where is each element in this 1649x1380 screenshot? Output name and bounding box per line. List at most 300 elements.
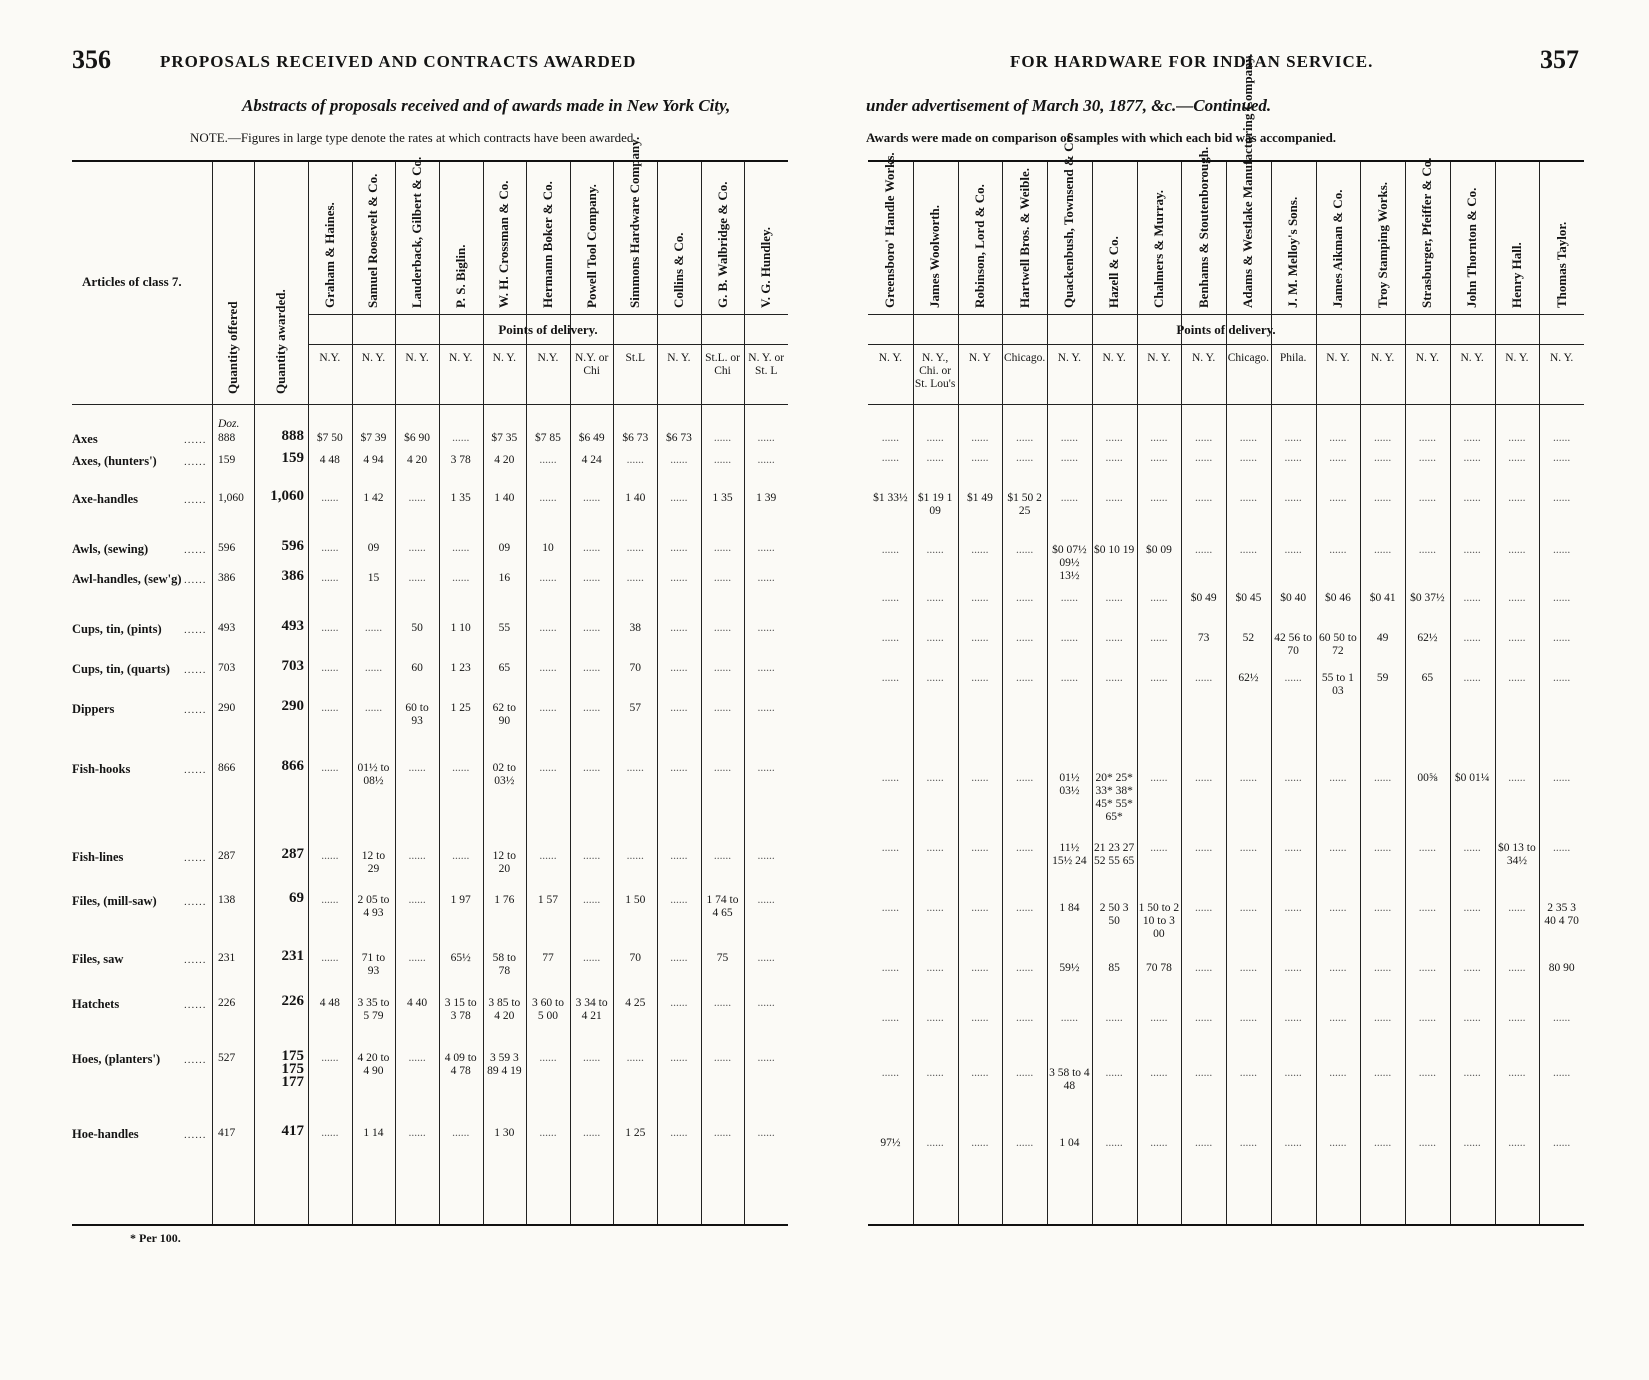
bid-price: 4 24 <box>581 454 602 466</box>
bid-price: ...... <box>1374 842 1392 854</box>
bidder-header-cell <box>483 162 527 314</box>
bid-price: ...... <box>1329 772 1347 784</box>
bid-price: 01½ to 08½ <box>357 762 390 787</box>
bid-price: 2 35 3 40 4 70 <box>1544 902 1579 927</box>
bid-price: ...... <box>670 542 688 554</box>
bid-price: ...... <box>1374 1012 1392 1024</box>
unit-label: Doz. <box>218 418 240 430</box>
bidder-name: Powell Tool Company. <box>583 184 599 308</box>
article-name: Fish-lines <box>72 850 124 864</box>
bid-price: ...... <box>452 432 470 444</box>
bid-price: ...... <box>1284 842 1302 854</box>
table-row <box>868 1067 1584 1092</box>
bidder-name: James Aikman & Co. <box>1329 189 1345 308</box>
bid-price: ...... <box>1016 842 1034 854</box>
bid-price: ...... <box>583 542 601 554</box>
bid-price: $1 50 2 25 <box>1007 492 1042 517</box>
bid-price: ...... <box>583 572 601 584</box>
bid-price: ...... <box>1374 772 1392 784</box>
points-of-delivery-header: Points of delivery. <box>498 322 598 337</box>
bid-price: 09 <box>498 542 511 554</box>
bid-price: ...... <box>408 492 426 504</box>
bid-price: ...... <box>670 762 688 774</box>
bid-price: ...... <box>539 662 557 674</box>
bid-price: ...... <box>881 452 899 464</box>
bid-price: ...... <box>881 544 899 556</box>
bid-price: ...... <box>583 894 601 906</box>
leader-dots: ...... <box>184 456 207 468</box>
header-rule <box>868 344 1584 345</box>
bid-price: ...... <box>1016 592 1034 604</box>
bid-price: ...... <box>971 432 989 444</box>
bidder-header-cell <box>570 162 614 314</box>
bidder-header-cell <box>526 162 570 314</box>
delivery-point: N. Y. <box>1460 352 1484 364</box>
bid-price: ...... <box>583 1127 601 1139</box>
bid-price: ...... <box>926 672 944 684</box>
bid-price: 4 25 <box>625 997 646 1009</box>
bid-price: ...... <box>1016 1067 1034 1079</box>
bid-price: ...... <box>1239 842 1257 854</box>
bid-price: ...... <box>1463 592 1481 604</box>
leader-dots: ...... <box>184 704 207 716</box>
bid-price: 3 15 to 3 78 <box>444 997 477 1022</box>
bid-price: ...... <box>1195 544 1213 556</box>
article-name: Awl-handles, (sew'g) <box>72 572 182 586</box>
bid-price: ...... <box>971 772 989 784</box>
bid-price: ...... <box>364 662 383 674</box>
table-row <box>72 846 788 875</box>
leader-dots: ...... <box>184 434 207 446</box>
quantity-offered: 703 <box>218 662 236 674</box>
bid-price: ...... <box>713 662 732 674</box>
bid-price: ...... <box>1463 452 1481 464</box>
bid-price: 70 <box>629 662 642 674</box>
bid-price: ...... <box>321 622 339 634</box>
bid-price: ...... <box>1374 432 1392 444</box>
bidder-header-cell <box>308 162 352 314</box>
bid-price: ...... <box>1553 452 1571 464</box>
delivery-point: N. Y. <box>361 352 386 364</box>
delivery-point: Chicago. <box>1004 352 1046 364</box>
quantity-awarded: 290 <box>281 698 304 714</box>
bid-price: 1 50 to 2 10 to 3 00 <box>1138 902 1180 940</box>
bid-price: ...... <box>1150 1012 1168 1024</box>
quantity-awarded: 386 <box>281 568 304 584</box>
bid-price: ...... <box>408 542 426 554</box>
right-subheading: under advertisement of March 30, 1877, &c.—Continued. <box>866 96 1272 115</box>
bid-price: ...... <box>1329 544 1347 556</box>
bid-price: 3 34 to 4 21 <box>575 997 608 1022</box>
quantity-offered: 527 <box>218 1052 236 1064</box>
bid-price: ...... <box>1463 544 1481 556</box>
footnote: * Per 100. <box>130 1231 181 1245</box>
bid-price: $6 73 <box>665 432 692 444</box>
quantity-awarded: 888 <box>281 428 304 444</box>
bid-price: $0 49 <box>1190 592 1217 604</box>
article-name: Axes <box>72 432 98 446</box>
bidder-name: Greensboro' Handle Works. <box>882 152 898 308</box>
bid-price: ...... <box>1239 492 1257 504</box>
bid-price: ...... <box>1463 432 1481 444</box>
quantity-offered: 290 <box>218 702 236 714</box>
bid-price: ...... <box>1284 432 1302 444</box>
bid-price: ...... <box>1150 672 1168 684</box>
bid-price: ...... <box>1195 772 1213 784</box>
bid-price: ...... <box>321 1052 339 1064</box>
bidder-header-cell <box>1181 146 1226 314</box>
table-row <box>868 902 1584 940</box>
delivery-point: N. Y. <box>878 352 903 364</box>
bid-price: ...... <box>1105 432 1123 444</box>
table-row <box>868 432 1584 446</box>
leader-dots: ...... <box>184 664 207 676</box>
bid-price: 1 04 <box>1059 1137 1080 1149</box>
bid-price: ...... <box>1374 544 1392 556</box>
leader-dots: ...... <box>184 1054 207 1066</box>
bid-price: ...... <box>539 622 557 634</box>
table-row <box>868 592 1584 606</box>
bid-price: ...... <box>971 592 989 604</box>
bid-price: ...... <box>1239 432 1257 444</box>
bid-price: 73 <box>1197 632 1210 644</box>
bid-price: 65 <box>498 662 511 674</box>
bidder-name: Hazell & Co. <box>1106 236 1122 308</box>
header-rule <box>868 314 1584 315</box>
bid-price: 4 20 to 4 90 <box>357 1052 390 1077</box>
table-row <box>72 1123 788 1141</box>
delivery-point: N. Y. <box>1057 352 1082 364</box>
bid-price: ...... <box>1060 632 1078 644</box>
table-row <box>72 758 788 787</box>
bid-price: ...... <box>1239 544 1257 556</box>
bid-price: ...... <box>881 962 899 974</box>
bidder-header-cell <box>1092 162 1137 314</box>
bid-price: ...... <box>1508 772 1526 784</box>
bidder-header-cell <box>958 162 1003 314</box>
bid-price: ...... <box>1329 452 1347 464</box>
bid-price: 59 <box>1376 672 1389 684</box>
leader-dots: ...... <box>184 852 207 864</box>
bid-price: 20* 25* 33* 38* 45* 55* 65* <box>1095 772 1133 823</box>
bid-price: ...... <box>713 622 732 634</box>
bid-price: ...... <box>1195 492 1213 504</box>
bid-price: ...... <box>1329 842 1347 854</box>
bid-price: ...... <box>1284 1067 1302 1079</box>
bidder-name: J. M. Melloy's Sons. <box>1285 196 1301 308</box>
article-name: Axe-handles <box>72 492 138 506</box>
bid-price: ...... <box>408 952 426 964</box>
bid-price: ...... <box>1195 1137 1213 1149</box>
bid-price: 57 <box>629 702 642 714</box>
bid-price: 1 14 <box>363 1127 384 1139</box>
bid-price: ...... <box>626 542 644 554</box>
bid-price: ...... <box>1016 962 1034 974</box>
bid-price: ...... <box>1463 672 1481 684</box>
bid-price: 21 23 27 52 55 65 <box>1094 842 1135 867</box>
bid-price: 77 <box>542 952 554 964</box>
bidder-header-cell <box>439 162 483 314</box>
bid-price: ...... <box>1150 1067 1168 1079</box>
delivery-point: N. Y., Chi. or St. Lou's <box>914 352 956 390</box>
bidder-header-cell <box>744 162 788 314</box>
table-row <box>868 962 1584 976</box>
bid-price: ...... <box>1239 452 1257 464</box>
bid-price: ...... <box>670 662 688 674</box>
bidder-name: Collins & Co. <box>670 232 686 308</box>
quantity-awarded: 226 <box>281 993 304 1009</box>
table-row <box>72 568 788 586</box>
bid-price: ...... <box>1463 492 1481 504</box>
bid-price: ...... <box>321 1127 339 1139</box>
leader-dots: ...... <box>184 764 207 776</box>
bid-price: ...... <box>539 850 557 862</box>
bid-price: ...... <box>1016 1012 1034 1024</box>
bidder-header-cell <box>1360 162 1405 314</box>
bid-price: ...... <box>670 952 688 964</box>
bid-price: ...... <box>670 997 688 1009</box>
bid-price: ...... <box>1239 1137 1257 1149</box>
bid-price: ...... <box>1016 1137 1034 1149</box>
leader-dots: ...... <box>184 954 207 966</box>
bid-price: ...... <box>1463 1067 1481 1079</box>
bid-price: ...... <box>1418 962 1436 974</box>
table-row <box>868 632 1584 657</box>
bid-price: ...... <box>1239 1012 1257 1024</box>
table-row <box>72 1048 788 1090</box>
header-bottom-rule <box>868 404 1584 405</box>
bid-price: 75 <box>716 952 729 964</box>
bid-price: ...... <box>1463 1137 1481 1149</box>
article-name: Cups, tin, (quarts) <box>72 662 170 676</box>
bid-price: ...... <box>583 762 601 774</box>
bid-price: 55 <box>498 622 511 634</box>
table-row <box>72 948 788 977</box>
quantity-offered: 226 <box>218 997 236 1009</box>
bid-price: 4 20 <box>407 454 428 466</box>
quantity-offered: 231 <box>218 952 236 964</box>
bid-price: ...... <box>1060 432 1078 444</box>
bid-price: 62½ <box>1238 672 1259 684</box>
bid-price: $0 45 <box>1235 592 1262 604</box>
bid-price: ...... <box>757 702 775 714</box>
bidder-name: Simmons Hardware Company. <box>627 136 643 308</box>
leader-dots: ...... <box>184 544 207 556</box>
delivery-point: N. Y. <box>1549 352 1574 364</box>
bid-price: ...... <box>1105 452 1123 464</box>
bid-price: ...... <box>1553 432 1571 444</box>
bid-price: 70 <box>629 952 642 964</box>
delivery-point: N. Y. <box>1191 352 1216 364</box>
bid-price: ...... <box>1329 962 1347 974</box>
bid-price: 1 57 <box>537 894 559 906</box>
quantity-offered: 1,060 <box>218 492 244 504</box>
quantity-offered: 159 <box>218 454 236 466</box>
bid-price: ...... <box>1239 962 1257 974</box>
right-page <box>830 0 1649 1380</box>
bid-price: ...... <box>713 997 732 1009</box>
bid-price: ...... <box>1553 1012 1571 1024</box>
quantity-offered: 287 <box>218 850 236 862</box>
bid-price: 71 to 93 <box>361 952 386 977</box>
bid-price: ...... <box>626 572 644 584</box>
bid-price: ...... <box>1239 772 1257 784</box>
quantity-awarded: 175 175 177 <box>281 1048 304 1090</box>
bid-price: ...... <box>926 544 944 556</box>
bid-price: $0 01¼ <box>1454 772 1490 784</box>
bidder-name: Hartwell Bros. & Weible. <box>1016 168 1032 308</box>
bid-price: $7 39 <box>360 432 387 444</box>
table-row <box>868 544 1584 582</box>
bid-price: ...... <box>583 952 601 964</box>
bid-price: ...... <box>926 592 944 604</box>
bidder-name: Hermann Boker & Co. <box>539 181 555 308</box>
bid-price: 4 09 to 4 78 <box>444 1052 477 1077</box>
bid-price: ...... <box>539 702 557 714</box>
bid-price: ...... <box>626 762 644 774</box>
bid-price: ...... <box>926 432 944 444</box>
bid-price: ...... <box>321 542 339 554</box>
bid-price: ...... <box>1418 452 1436 464</box>
bid-price: ...... <box>1060 452 1078 464</box>
bid-price: ...... <box>1508 492 1526 504</box>
bid-price: ...... <box>1418 842 1436 854</box>
bid-price: ...... <box>626 1052 644 1064</box>
bid-price: ...... <box>1195 432 1213 444</box>
bid-price: ...... <box>1105 1012 1123 1024</box>
table-row <box>72 618 788 636</box>
bid-price: 1 25 <box>450 702 471 714</box>
bid-price: 11½ 15½ 24 <box>1052 842 1087 867</box>
quantity-awarded-header: Quantity awarded. <box>273 289 288 394</box>
bidder-name: P. S. Biglin. <box>452 244 468 308</box>
leader-dots: ...... <box>184 896 207 908</box>
bid-price: ...... <box>364 702 383 714</box>
bid-price: ...... <box>408 850 426 862</box>
bid-price: ...... <box>881 632 899 644</box>
article-name: Files, saw <box>72 952 124 966</box>
bid-price: ...... <box>626 454 644 466</box>
bid-price: ...... <box>713 762 732 774</box>
bid-price: ...... <box>539 762 557 774</box>
bid-price: $0 09 <box>1145 544 1172 556</box>
left-page-number: 356 <box>72 45 111 74</box>
bid-price: ...... <box>1150 842 1168 854</box>
bid-price: ...... <box>1508 1012 1526 1024</box>
table-row <box>72 698 788 727</box>
bid-price: ...... <box>408 1052 426 1064</box>
bid-price: 4 94 <box>363 454 384 466</box>
bid-price: ...... <box>583 622 601 634</box>
bid-price: $0 07½ 09½ 13½ <box>1052 544 1087 582</box>
bid-price: 1 39 <box>756 492 777 504</box>
bid-price: ...... <box>408 572 426 584</box>
bid-price: $6 49 <box>578 432 605 444</box>
bid-price: ...... <box>1418 902 1436 914</box>
delivery-point: N. Y. or St. L <box>748 352 785 377</box>
bid-price: ...... <box>408 762 426 774</box>
delivery-point: St.L <box>625 352 646 364</box>
bid-price: ...... <box>1553 772 1571 784</box>
bid-price: 60 to 93 <box>405 702 429 727</box>
quantity-offered-header-cell <box>212 162 254 400</box>
bid-price: ...... <box>1284 452 1302 464</box>
bid-price: ...... <box>1150 1137 1168 1149</box>
quantity-offered: 138 <box>218 894 236 906</box>
bid-price: ...... <box>321 952 339 964</box>
bid-price: ...... <box>1418 1067 1436 1079</box>
bidder-header-cell <box>1450 162 1495 314</box>
bid-price: ...... <box>757 454 775 466</box>
article-name: Cups, tin, (pints) <box>72 622 162 636</box>
quantity-offered: 866 <box>218 762 236 774</box>
bid-price: 1 76 <box>494 894 515 906</box>
bid-price: ...... <box>1463 902 1481 914</box>
quantity-offered: 493 <box>218 622 236 634</box>
bid-price: ...... <box>757 894 775 906</box>
bid-price: 16 <box>498 572 511 584</box>
bid-price: ...... <box>1105 492 1123 504</box>
bidder-name: Chalmers & Murray. <box>1150 189 1166 308</box>
bid-price: ...... <box>408 894 426 906</box>
left-running-head: PROPOSALS RECEIVED AND CONTRACTS AWARDED <box>160 52 637 71</box>
bid-price: ...... <box>583 1052 601 1064</box>
quantity-awarded: 159 <box>281 450 304 466</box>
bid-price: ...... <box>1374 1067 1392 1079</box>
table-row <box>72 488 788 506</box>
bid-price: ...... <box>926 452 944 464</box>
bidder-name: Robinson, Lord & Co. <box>971 184 987 308</box>
bid-price: ...... <box>452 542 470 554</box>
bid-price: 1 23 <box>450 662 471 674</box>
bid-price: ...... <box>452 1127 470 1139</box>
bid-price: ...... <box>1150 632 1168 644</box>
bid-price: ...... <box>926 842 944 854</box>
bid-price: ...... <box>926 1067 944 1079</box>
bidder-name: Strasburger, Pfeiffer & Co. <box>1419 157 1435 308</box>
bid-price: ...... <box>321 702 339 714</box>
bid-price: 62½ <box>1417 632 1438 644</box>
samples-note: Awards were made on comparison of samples with which each bid was accompanied. <box>866 130 1337 145</box>
leader-dots: ...... <box>184 624 207 636</box>
bid-price: ...... <box>713 702 732 714</box>
delivery-point: Chicago. <box>1227 352 1269 364</box>
bid-price: 3 59 3 89 4 19 <box>487 1052 522 1077</box>
delivery-point: St.L. or Chi <box>705 352 740 377</box>
bid-price: ...... <box>1060 592 1078 604</box>
bid-price: ...... <box>583 850 601 862</box>
bid-price: 38 <box>629 622 642 634</box>
bid-price: ...... <box>1418 492 1436 504</box>
table-row <box>868 1137 1584 1151</box>
bid-price: ...... <box>713 1127 732 1139</box>
bid-price: ...... <box>1016 544 1034 556</box>
bid-price: ...... <box>1508 1137 1526 1149</box>
article-name: Files, (mill-saw) <box>72 894 157 908</box>
bid-price: ...... <box>1508 902 1526 914</box>
quantity-offered-header: Quantity offered <box>225 301 240 394</box>
bid-price: ...... <box>670 894 688 906</box>
bid-price: ...... <box>1239 1067 1257 1079</box>
bid-price: ...... <box>321 662 339 674</box>
bid-price: ...... <box>583 492 601 504</box>
bid-price: ...... <box>1329 432 1347 444</box>
bid-price: 52 <box>1242 632 1255 644</box>
quantity-offered: 386 <box>218 572 236 584</box>
bidder-name: Quackenbush, Townsend & Co. <box>1061 132 1077 308</box>
bid-price: ...... <box>1284 772 1302 784</box>
leader-dots: ...... <box>184 999 207 1011</box>
